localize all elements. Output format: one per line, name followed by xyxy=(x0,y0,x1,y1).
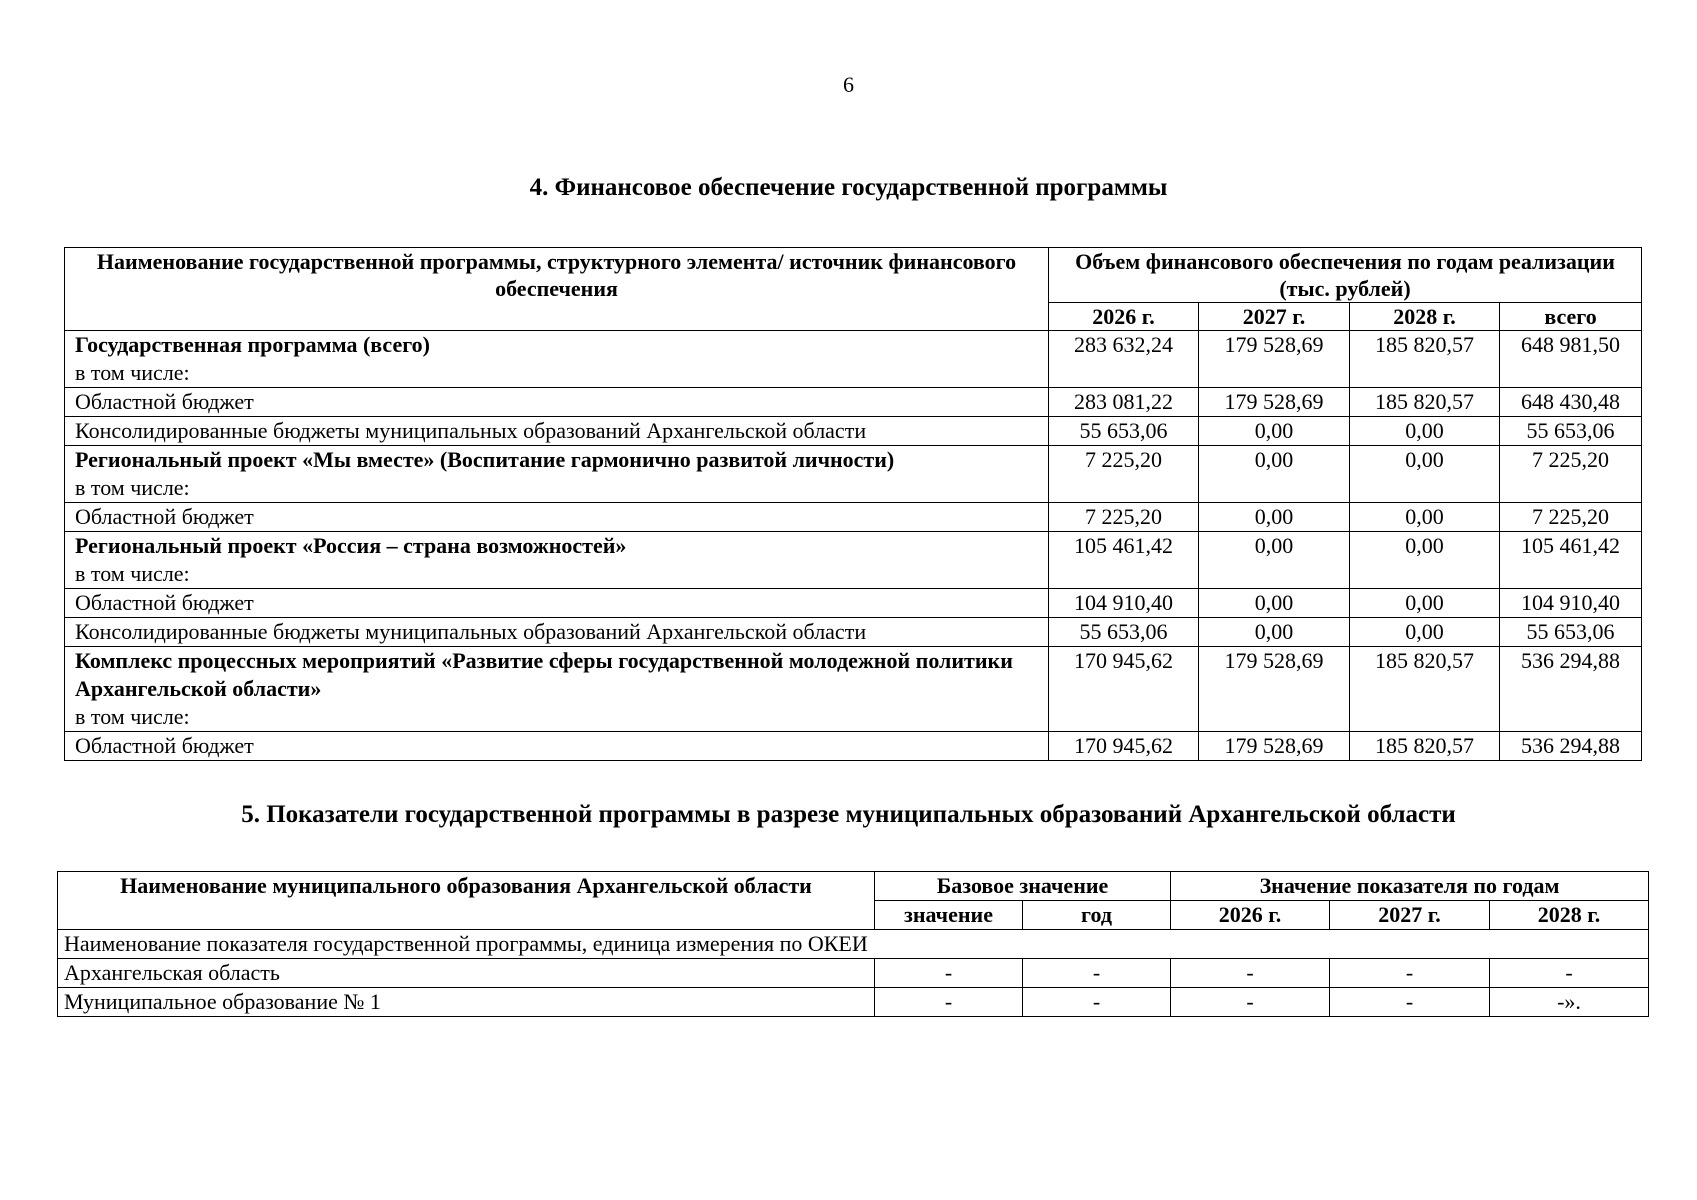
table-row xyxy=(58,988,1649,1017)
value-cell: 105 461,42 xyxy=(1049,532,1199,589)
indicators-table-body xyxy=(58,930,1649,1017)
financing-table xyxy=(64,247,1642,761)
value-cell: 185 820,57 xyxy=(1350,732,1500,761)
value-cell: 648 430,48 xyxy=(1500,388,1642,417)
value-cell: 55 653,06 xyxy=(1049,417,1199,446)
value-cell: 0,00 xyxy=(1350,446,1500,503)
value-cell: 170 945,62 xyxy=(1049,647,1199,732)
header-year-2028: 2028 г. xyxy=(1350,303,1500,331)
row-name: Региональный проект «Мы вместе» (Воспитание гармонично развитой личности) xyxy=(75,447,895,472)
value-cell: 55 653,06 xyxy=(1049,618,1199,647)
table-row xyxy=(65,618,1642,647)
table-row xyxy=(65,503,1642,532)
row-name: Комплекс процессных мероприятий «Развитие сферы государственной молодежной политики Архангельской области» xyxy=(75,648,1013,701)
row-subtitle: в том числе: xyxy=(75,704,190,729)
header-base-value-value: значение xyxy=(875,901,1023,930)
value-cell: 179 528,69 xyxy=(1199,647,1350,732)
row-name: Областной бюджет xyxy=(75,504,254,529)
value-cell: 0,00 xyxy=(1350,589,1500,618)
indicator-name-row xyxy=(58,930,1649,959)
value-cell: 7 225,20 xyxy=(1500,446,1642,503)
row-name-cell xyxy=(65,532,1049,589)
financing-table-body xyxy=(65,331,1642,761)
value-cell: 7 225,20 xyxy=(1049,446,1199,503)
row-name: Консолидированные бюджеты муниципальных образований Архангельской области xyxy=(75,418,867,443)
value-cell: - xyxy=(875,959,1023,988)
header-municipality: Наименование муниципального образования Архангельской области xyxy=(58,872,875,930)
value-cell: 283 081,22 xyxy=(1049,388,1199,417)
value-cell: - xyxy=(875,988,1023,1017)
header-total: всего xyxy=(1500,303,1642,331)
value-cell: - xyxy=(1490,959,1649,988)
value-cell: 105 461,42 xyxy=(1500,532,1642,589)
table-row xyxy=(65,732,1642,761)
municipality-name: Муниципальное образование № 1 xyxy=(58,988,875,1017)
table-row xyxy=(65,417,1642,446)
header-year-2026: 2026 г. xyxy=(1171,901,1330,930)
header-base-value: Базовое значение xyxy=(875,872,1171,901)
value-cell: - xyxy=(1171,988,1330,1017)
section-4-title: 4. Финансовое обеспечение государственной программы xyxy=(529,174,1168,201)
row-name: Консолидированные бюджеты муниципальных образований Архангельской области xyxy=(75,619,867,644)
indicator-name-cell: Наименование показателя государственной программы, единица измерения по ОКЕИ xyxy=(58,930,1649,959)
value-cell: 0,00 xyxy=(1350,503,1500,532)
value-cell: 283 632,24 xyxy=(1049,331,1199,388)
header-year-2028: 2028 г. xyxy=(1490,901,1649,930)
value-cell: 0,00 xyxy=(1350,532,1500,589)
table-row xyxy=(65,388,1642,417)
header-year-2027: 2027 г. xyxy=(1199,303,1350,331)
value-cell: 648 981,50 xyxy=(1500,331,1642,388)
row-name-cell xyxy=(65,589,1049,618)
municipality-name: Архангельская область xyxy=(58,959,875,988)
table-row xyxy=(65,331,1642,388)
table-row xyxy=(65,647,1642,732)
row-name-cell xyxy=(65,732,1049,761)
row-name-cell xyxy=(65,331,1049,388)
value-cell: 0,00 xyxy=(1199,532,1350,589)
value-cell: 170 945,62 xyxy=(1049,732,1199,761)
value-cell: 7 225,20 xyxy=(1500,503,1642,532)
indicators-table xyxy=(57,871,1649,1017)
value-cell: 0,00 xyxy=(1199,446,1350,503)
value-cell: 55 653,06 xyxy=(1500,618,1642,647)
row-name: Областной бюджет xyxy=(75,389,254,414)
table-row xyxy=(58,959,1649,988)
row-name: Областной бюджет xyxy=(75,590,254,615)
value-cell: 104 910,40 xyxy=(1049,589,1199,618)
section-5-title: 5. Показатели государственной программы в разрезе муниципальных образований Архангельской области xyxy=(241,801,1456,828)
header-year-2027: 2027 г. xyxy=(1330,901,1490,930)
value-cell: - xyxy=(1023,959,1171,988)
row-name: Региональный проект «Россия – страна возможностей» xyxy=(75,533,627,558)
value-cell: 536 294,88 xyxy=(1500,647,1642,732)
value-cell: - xyxy=(1330,959,1490,988)
row-name-cell xyxy=(65,446,1049,503)
value-cell: 7 225,20 xyxy=(1049,503,1199,532)
row-name: Областной бюджет xyxy=(75,733,254,758)
row-name-cell xyxy=(65,503,1049,532)
row-name-cell xyxy=(65,618,1049,647)
header-volume-column: Объем финансового обеспечения по годам реализации (тыс. рублей) xyxy=(1049,248,1642,303)
header-year-2026: 2026 г. xyxy=(1049,303,1199,331)
value-cell: - xyxy=(1330,988,1490,1017)
value-cell: 536 294,88 xyxy=(1500,732,1642,761)
table-row xyxy=(65,589,1642,618)
value-cell: - xyxy=(1171,959,1330,988)
value-cell: -». xyxy=(1490,988,1649,1017)
value-cell: 104 910,40 xyxy=(1500,589,1642,618)
value-cell: 0,00 xyxy=(1199,503,1350,532)
value-cell: 179 528,69 xyxy=(1199,388,1350,417)
value-cell: 185 820,57 xyxy=(1350,331,1500,388)
value-cell: - xyxy=(1023,988,1171,1017)
header-indicator-values: Значение показателя по годам xyxy=(1171,872,1649,901)
row-name: Государственная программа (всего) xyxy=(75,332,430,357)
table-row xyxy=(65,446,1642,503)
value-cell: 0,00 xyxy=(1199,618,1350,647)
row-subtitle: в том числе: xyxy=(75,475,190,500)
header-name-column: Наименование государственной программы, структурного элемента/ источник финансового обеспечения xyxy=(65,248,1049,331)
row-name-cell xyxy=(65,417,1049,446)
header-base-value-year: год xyxy=(1023,901,1171,930)
page-number: 6 xyxy=(843,72,854,97)
row-name-cell xyxy=(65,647,1049,732)
value-cell: 0,00 xyxy=(1199,589,1350,618)
row-subtitle: в том числе: xyxy=(75,561,190,586)
value-cell: 0,00 xyxy=(1350,417,1500,446)
value-cell: 185 820,57 xyxy=(1350,388,1500,417)
value-cell: 179 528,69 xyxy=(1199,331,1350,388)
value-cell: 0,00 xyxy=(1199,417,1350,446)
row-subtitle: в том числе: xyxy=(75,360,190,385)
value-cell: 185 820,57 xyxy=(1350,647,1500,732)
row-name-cell xyxy=(65,388,1049,417)
table-row xyxy=(65,532,1642,589)
value-cell: 55 653,06 xyxy=(1500,417,1642,446)
value-cell: 0,00 xyxy=(1350,618,1500,647)
value-cell: 179 528,69 xyxy=(1199,732,1350,761)
